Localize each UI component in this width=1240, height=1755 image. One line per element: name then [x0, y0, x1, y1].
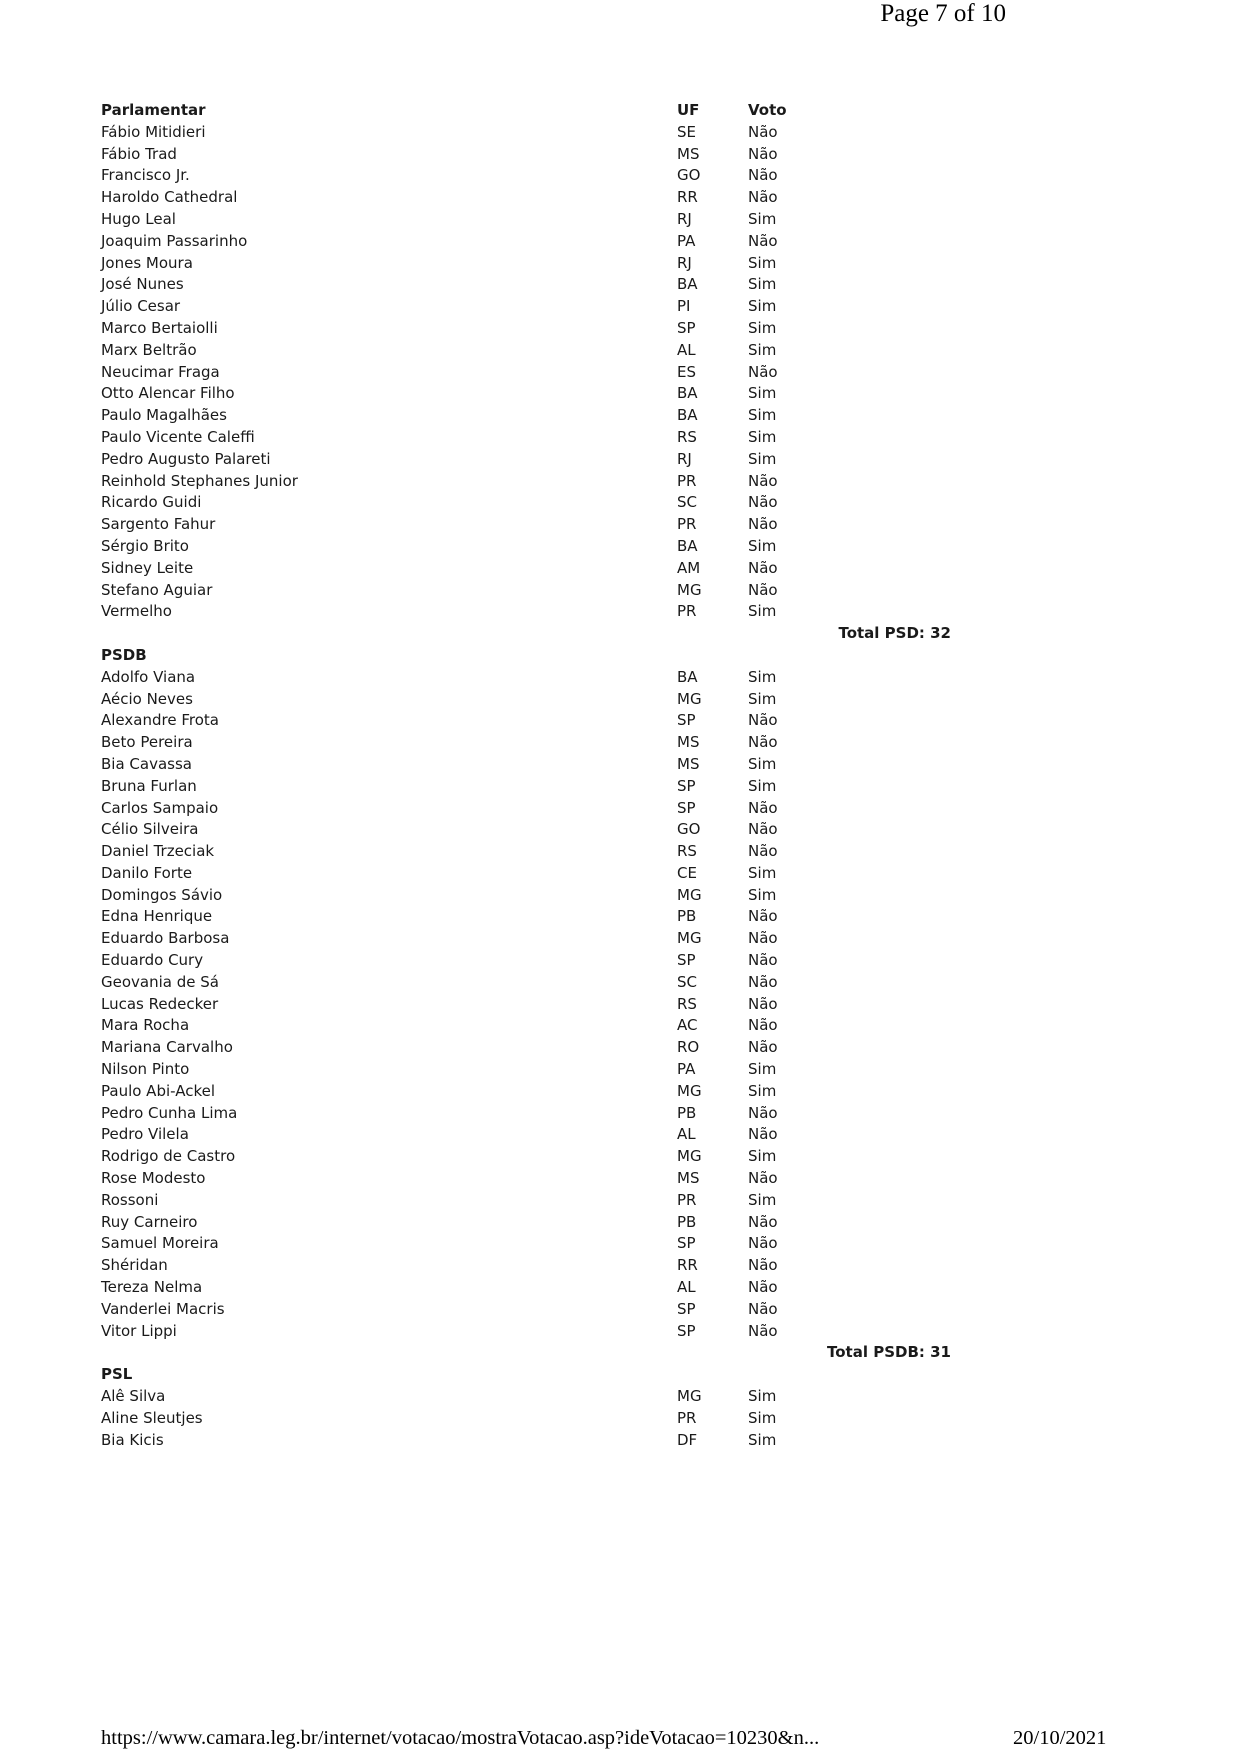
member-name: Jones Moura: [101, 253, 193, 272]
member-name: Pedro Cunha Lima: [101, 1103, 238, 1122]
member-uf: RJ: [677, 209, 692, 228]
member-vote: Não: [748, 558, 778, 577]
table-row: [101, 536, 1061, 558]
member-name: Carlos Sampaio: [101, 798, 219, 817]
member-uf: MG: [677, 580, 702, 599]
member-vote: Sim: [748, 340, 777, 359]
member-uf: BA: [677, 384, 698, 403]
table-row: [101, 449, 1061, 471]
member-uf: RO: [677, 1038, 700, 1057]
member-uf: PA: [677, 1060, 696, 1079]
party-header-psdb: [101, 645, 1061, 667]
member-vote: Sim: [748, 1147, 777, 1166]
member-vote: Não: [748, 798, 778, 817]
member-name: Alê Silva: [101, 1387, 166, 1406]
member-vote: Não: [748, 1278, 778, 1297]
psd-rows: [101, 122, 1061, 623]
table-row: [101, 209, 1061, 231]
member-name: Edna Henrique: [101, 907, 213, 926]
vote-table: [101, 100, 1061, 1451]
member-name: Sérgio Brito: [101, 536, 189, 555]
member-uf: MG: [677, 885, 702, 904]
table-row: [101, 689, 1061, 711]
member-uf: GO: [677, 166, 701, 185]
member-vote: Não: [748, 362, 778, 381]
member-uf: SC: [677, 493, 697, 512]
table-row: [101, 885, 1061, 907]
member-name: Júlio Cesar: [101, 297, 181, 316]
table-row: [101, 732, 1061, 754]
member-uf: SP: [677, 711, 696, 730]
table-row: [101, 471, 1061, 493]
column-header-name: Parlamentar: [101, 101, 206, 119]
member-vote: Sim: [748, 1387, 777, 1406]
member-name: Bia Kicis: [101, 1430, 164, 1449]
table-row: [101, 950, 1061, 972]
member-vote: Não: [748, 122, 778, 141]
table-row: [101, 776, 1061, 798]
member-vote: Não: [748, 580, 778, 599]
member-vote: Sim: [748, 1081, 777, 1100]
table-row: [101, 798, 1061, 820]
member-uf: SP: [677, 1234, 696, 1253]
member-uf: PR: [677, 471, 697, 490]
member-uf: BA: [677, 406, 698, 425]
member-name: Bia Cavassa: [101, 754, 192, 773]
member-name: Domingos Sávio: [101, 885, 223, 904]
member-vote: Não: [748, 1038, 778, 1057]
table-row: [101, 1146, 1061, 1168]
member-name: Marx Beltrão: [101, 340, 197, 359]
member-vote: Sim: [748, 885, 777, 904]
member-name: Paulo Magalhães: [101, 406, 227, 425]
psdb-total-row: [101, 1342, 1061, 1364]
member-vote: Não: [748, 1212, 778, 1231]
member-vote: Sim: [748, 602, 777, 621]
table-row: [101, 1168, 1061, 1190]
member-uf: SP: [677, 318, 696, 337]
psd-total-row: [101, 623, 1061, 645]
member-name: Eduardo Cury: [101, 951, 204, 970]
member-vote: Não: [748, 951, 778, 970]
member-name: Daniel Trzeciak: [101, 842, 215, 861]
member-name: Pedro Vilela: [101, 1125, 189, 1144]
member-uf: AL: [677, 1125, 696, 1144]
member-uf: SP: [677, 798, 696, 817]
member-vote: Não: [748, 820, 778, 839]
member-uf: MG: [677, 1147, 702, 1166]
member-name: Geovania de Sá: [101, 972, 219, 991]
member-uf: MG: [677, 1387, 702, 1406]
table-row: [101, 994, 1061, 1016]
table-row: [101, 1277, 1061, 1299]
psl-rows: [101, 1386, 1061, 1451]
member-uf: GO: [677, 820, 701, 839]
table-row: [101, 601, 1061, 623]
table-row: [101, 1255, 1061, 1277]
member-vote: Não: [748, 231, 778, 250]
member-name: Eduardo Barbosa: [101, 929, 230, 948]
member-vote: Sim: [748, 384, 777, 403]
member-name: Danilo Forte: [101, 863, 193, 882]
member-name: Célio Silveira: [101, 820, 199, 839]
table-row: [101, 1430, 1061, 1452]
member-name: Neucimar Fraga: [101, 362, 220, 381]
member-vote: Não: [748, 842, 778, 861]
table-row: [101, 187, 1061, 209]
table-header: [101, 100, 1061, 122]
member-vote: Não: [748, 1234, 778, 1253]
member-vote: Sim: [748, 406, 777, 425]
member-uf: MS: [677, 754, 700, 773]
table-row: [101, 318, 1061, 340]
member-vote: Sim: [748, 667, 777, 686]
member-name: Joaquim Passarinho: [101, 231, 248, 250]
table-row: [101, 1408, 1061, 1430]
member-uf: MS: [677, 733, 700, 752]
table-row: [101, 906, 1061, 928]
member-vote: Não: [748, 188, 778, 207]
member-name: Marco Bertaiolli: [101, 318, 218, 337]
table-row: [101, 667, 1061, 689]
member-uf: AL: [677, 340, 696, 359]
member-vote: Sim: [748, 318, 777, 337]
table-row: [101, 362, 1061, 384]
member-name: Aécio Neves: [101, 689, 193, 708]
member-uf: PI: [677, 297, 691, 316]
table-row: [101, 972, 1061, 994]
member-name: Reinhold Stephanes Junior: [101, 471, 298, 490]
member-name: Rossoni: [101, 1190, 159, 1209]
table-row: [101, 1037, 1061, 1059]
member-name: Paulo Abi-Ackel: [101, 1081, 216, 1100]
table-row: [101, 1124, 1061, 1146]
table-row: [101, 231, 1061, 253]
member-uf: MS: [677, 144, 700, 163]
member-uf: PR: [677, 515, 697, 534]
member-vote: Sim: [748, 449, 777, 468]
member-name: Hugo Leal: [101, 209, 176, 228]
member-name: Rose Modesto: [101, 1169, 206, 1188]
member-name: Paulo Vicente Caleffi: [101, 427, 255, 446]
member-vote: Não: [748, 733, 778, 752]
member-name: Adolfo Viana: [101, 667, 196, 686]
member-uf: PR: [677, 1408, 697, 1427]
member-name: Bruna Furlan: [101, 776, 197, 795]
member-vote: Sim: [748, 1190, 777, 1209]
member-uf: PR: [677, 602, 697, 621]
table-row: [101, 841, 1061, 863]
member-uf: RJ: [677, 253, 692, 272]
party-header-psl: [101, 1364, 1061, 1386]
member-name: Sidney Leite: [101, 558, 194, 577]
table-row: [101, 710, 1061, 732]
table-row: [101, 754, 1061, 776]
member-uf: RS: [677, 842, 697, 861]
member-name: Ruy Carneiro: [101, 1212, 198, 1231]
table-row: [101, 1081, 1061, 1103]
member-uf: BA: [677, 275, 698, 294]
table-row: [101, 558, 1061, 580]
member-vote: Não: [748, 1169, 778, 1188]
member-name: Ricardo Guidi: [101, 493, 202, 512]
member-uf: AM: [677, 558, 701, 577]
member-vote: Sim: [748, 427, 777, 446]
member-vote: Não: [748, 144, 778, 163]
member-uf: MG: [677, 1081, 702, 1100]
member-uf: MG: [677, 929, 702, 948]
member-name: Beto Pereira: [101, 733, 193, 752]
member-uf: RS: [677, 427, 697, 446]
party-name: PSDB: [101, 645, 147, 664]
member-uf: AC: [677, 1016, 698, 1035]
table-row: [101, 122, 1061, 144]
member-vote: Sim: [748, 863, 777, 882]
member-vote: Não: [748, 711, 778, 730]
member-name: Mariana Carvalho: [101, 1038, 233, 1057]
member-uf: BA: [677, 667, 698, 686]
party-name: PSL: [101, 1365, 133, 1384]
column-header-uf: UF: [677, 101, 700, 119]
footer-date: 20/10/2021: [1013, 1727, 1107, 1749]
member-name: Samuel Moreira: [101, 1234, 219, 1253]
member-name: Mara Rocha: [101, 1016, 190, 1035]
member-vote: Sim: [748, 689, 777, 708]
member-name: Sargento Fahur: [101, 515, 216, 534]
table-row: [101, 1212, 1061, 1234]
member-uf: DF: [677, 1430, 698, 1449]
member-name: Tereza Nelma: [101, 1278, 203, 1297]
member-vote: Não: [748, 1016, 778, 1035]
member-name: Haroldo Cathedral: [101, 188, 238, 207]
member-uf: SC: [677, 972, 697, 991]
member-vote: Sim: [748, 1408, 777, 1427]
table-row: [101, 253, 1061, 275]
member-vote: Não: [748, 471, 778, 490]
member-vote: Sim: [748, 1060, 777, 1079]
table-row: [101, 863, 1061, 885]
member-name: Nilson Pinto: [101, 1060, 190, 1079]
member-vote: Não: [748, 907, 778, 926]
table-row: [101, 144, 1061, 166]
footer-url: https://www.camara.leg.br/internet/votacao/mostraVotacao.asp?ideVotacao=10230&n...: [101, 1727, 820, 1749]
member-uf: PB: [677, 1212, 697, 1231]
table-row: [101, 1190, 1061, 1212]
member-name: Stefano Aguiar: [101, 580, 213, 599]
member-uf: PB: [677, 907, 697, 926]
table-row: [101, 1233, 1061, 1255]
table-row: [101, 383, 1061, 405]
member-uf: RR: [677, 188, 698, 207]
member-vote: Não: [748, 994, 778, 1013]
member-vote: Não: [748, 1321, 778, 1340]
member-vote: Sim: [748, 297, 777, 316]
table-row: [101, 427, 1061, 449]
table-row: [101, 928, 1061, 950]
column-header-vote: Voto: [748, 101, 787, 119]
member-uf: CE: [677, 863, 697, 882]
member-vote: Sim: [748, 253, 777, 272]
member-uf: SP: [677, 1321, 696, 1340]
member-name: Alexandre Frota: [101, 711, 219, 730]
member-name: Shéridan: [101, 1256, 168, 1275]
table-row: [101, 340, 1061, 362]
member-vote: Não: [748, 166, 778, 185]
member-vote: Não: [748, 493, 778, 512]
member-uf: SP: [677, 776, 696, 795]
psdb-total: Total PSDB: 31: [827, 1343, 951, 1362]
member-name: Lucas Redecker: [101, 994, 219, 1013]
member-uf: RJ: [677, 449, 692, 468]
member-name: José Nunes: [101, 275, 184, 294]
member-uf: SP: [677, 1299, 696, 1318]
table-row: [101, 296, 1061, 318]
table-row: [101, 580, 1061, 602]
member-vote: Sim: [748, 275, 777, 294]
member-name: Vermelho: [101, 602, 172, 621]
table-row: [101, 165, 1061, 187]
table-row: [101, 819, 1061, 841]
member-vote: Não: [748, 972, 778, 991]
member-uf: SP: [677, 951, 696, 970]
table-row: [101, 274, 1061, 296]
table-row: [101, 1015, 1061, 1037]
member-vote: Sim: [748, 209, 777, 228]
member-name: Fábio Trad: [101, 144, 177, 163]
member-uf: RS: [677, 994, 697, 1013]
member-uf: RR: [677, 1256, 698, 1275]
page-footer: [101, 1727, 1131, 1750]
member-uf: SE: [677, 122, 696, 141]
member-vote: Não: [748, 1299, 778, 1318]
table-row: [101, 1299, 1061, 1321]
member-uf: AL: [677, 1278, 696, 1297]
table-row: [101, 492, 1061, 514]
member-name: Otto Alencar Filho: [101, 384, 235, 403]
member-vote: Não: [748, 929, 778, 948]
member-uf: MG: [677, 689, 702, 708]
member-vote: Não: [748, 1256, 778, 1275]
member-name: Pedro Augusto Palareti: [101, 449, 271, 468]
member-name: Vanderlei Macris: [101, 1299, 225, 1318]
member-name: Fábio Mitidieri: [101, 122, 206, 141]
member-name: Aline Sleutjes: [101, 1408, 203, 1427]
member-vote: Não: [748, 1103, 778, 1122]
table-row: [101, 1386, 1061, 1408]
psd-total: Total PSD: 32: [838, 624, 951, 643]
member-name: Vitor Lippi: [101, 1321, 177, 1340]
member-vote: Não: [748, 515, 778, 534]
member-uf: ES: [677, 362, 696, 381]
member-name: Rodrigo de Castro: [101, 1147, 236, 1166]
page-number: Page 7 of 10: [880, 0, 1006, 27]
table-row: [101, 1059, 1061, 1081]
member-name: Francisco Jr.: [101, 166, 190, 185]
table-row: [101, 1103, 1061, 1125]
member-uf: PR: [677, 1190, 697, 1209]
table-row: [101, 405, 1061, 427]
member-uf: PA: [677, 231, 696, 250]
member-vote: Sim: [748, 1430, 777, 1449]
table-row: [101, 514, 1061, 536]
member-uf: PB: [677, 1103, 697, 1122]
table-row: [101, 1321, 1061, 1343]
member-vote: Não: [748, 1125, 778, 1144]
member-vote: Sim: [748, 536, 777, 555]
member-uf: BA: [677, 536, 698, 555]
psdb-rows: [101, 667, 1061, 1343]
member-uf: MS: [677, 1169, 700, 1188]
member-vote: Sim: [748, 754, 777, 773]
member-vote: Sim: [748, 776, 777, 795]
